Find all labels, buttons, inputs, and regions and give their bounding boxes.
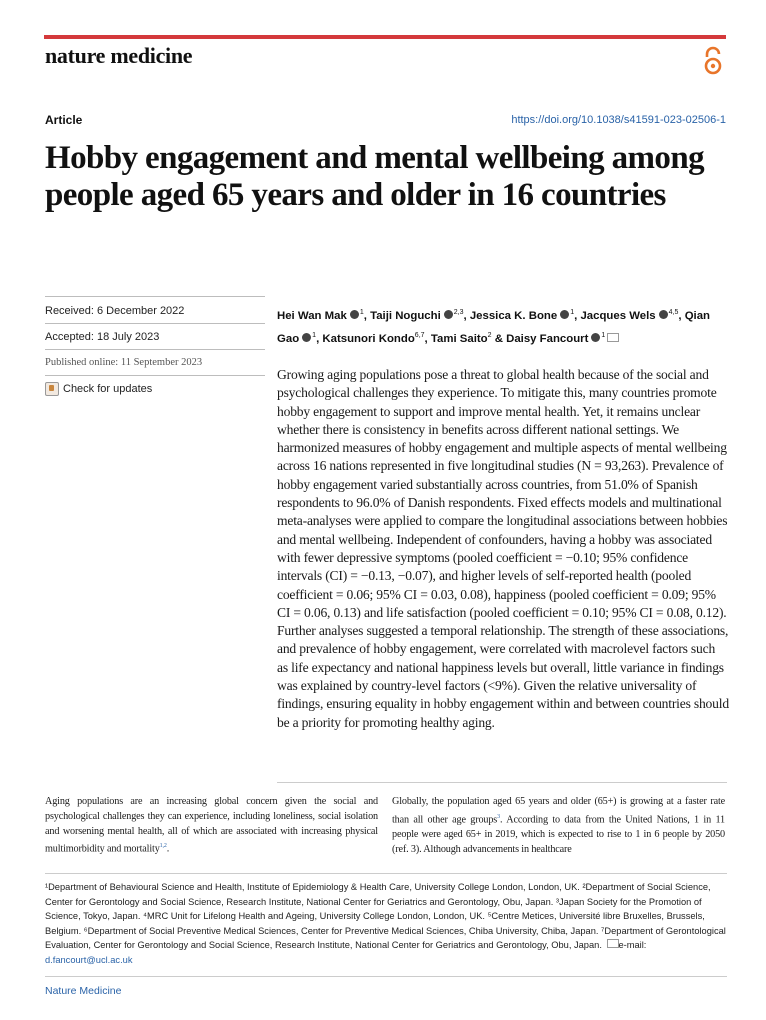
abstract: Growing aging populations pose a threat to global health because of the social and psychological challenges they experience. To mitigate this, many countries promote hobby engagement to support and improve mental health. Yet, it remains unclear whether there is consistency in benefits across different national settings. We harmonized measures of hobby engagement and multiple aspects of mental wellbeing across 16 nations represented in five longitudinal studies (N = 93,263). Prevalence of hobby engagement varied substantially across countries, from 51.0% of Spanish respondents to 96.0% of Danish respondents. Fixed effects models and multinational meta-analyses were applied to compare the longitudinal associations between hobbies and mental wellbeing. Independent of confounders, having a hobby was associated with fewer depressive symptoms (pooled coefficient = −0.10; 95% confidence intervals (CI) = −0.13, −0.07), and higher levels of self-reported health (pooled coefficient = 0.06; 95% CI = 0.03, 0.08), happiness (pooled coefficient = 0.09; 95% CI = 0.06, 0.13) and life satisfaction (pooled coefficient = 0.10; 95% CI = 0.08, 0.12). Further analyses suggested a temporal relationship. The strength of these associations, and prevalence of hobby engagement, were correlated with macrolevel factors such as life expectancy and national happiness levels but overall, little variance in findings was explained by country-level factors (<9%). Given the relative universality of findings, ensuring equality in hobby engagement within and between countries should be a priority for promoting healthy aging. (277, 367, 729, 730)
affiliation-ref: 2 (487, 331, 492, 339)
doi-link[interactable]: https://doi.org/10.1038/s41591-023-02506-1 (511, 114, 726, 126)
mail-icon[interactable] (607, 333, 619, 342)
affiliation-text: ¹Department of Behavioural Science and Health, Institute of Epidemiology & Health Care, University College London, London, UK. ²Department of Social Science, Center for Gerontology and Social Science, Research Institute, National Center for Geriatrics and Gerontology, Obu, Japan. ³Japan Society for the Promotion of Science, Tokyo, Japan. ⁴MRC Unit for Lifelong Health and Ageing, University College London, London, UK. ⁵Centre Metices, Université libre Bruxelles, Brussels, Belgium. ⁶Department of Social Preventive Medical Sciences, Center for Preventive Medical Sciences, Chiba University, Chiba, Japan. ⁷Department of Gerontological Evaluation, Center for Gerontology and Social Science, Research Institute, National Center for Geriatrics and Gerontology, Obu, Japan. (45, 882, 726, 950)
orcid-icon[interactable] (302, 333, 311, 342)
footnote-divider (45, 873, 727, 874)
body-column-right (392, 795, 725, 858)
body-text: Globally, the population aged 65 years and older (65+) is growing at a faster rate than all other age groups (392, 796, 725, 826)
affiliation-ref: 1 (359, 309, 364, 316)
meta-divider (45, 296, 265, 297)
orcid-icon[interactable] (560, 310, 569, 319)
orcid-icon[interactable] (659, 310, 668, 319)
open-access-icon (700, 46, 726, 76)
check-updates-icon (45, 382, 59, 396)
orcid-icon[interactable] (444, 310, 453, 319)
body-text: . According to data from the United Nations, 1 in 11 people were aged 65+ in 2019, which is expected to rise to 1 in 6 people by 2050 (ref. 3). Although advancements in healthcare (392, 814, 725, 855)
check-updates-button[interactable] (45, 382, 152, 396)
orcid-icon[interactable] (350, 310, 359, 319)
meta-divider (45, 375, 265, 376)
body-column-left: Aging populations are an increasing global concern given the social and psychological challenges they can experience, including loneliness, social isolation and worsening mental health, all of which are associated with increasing physical multimorbidity and mortality$^{1,2}$. (45, 796, 378, 855)
affiliations (45, 880, 727, 967)
footer-divider (45, 976, 727, 977)
meta-divider (45, 349, 265, 350)
orcid-icon[interactable] (591, 333, 600, 342)
author-name[interactable]: Qian Gao (277, 309, 711, 345)
body-text: Aging populations are an increasing global concern given the social and psychological challenges they can experience, including loneliness, social isolation and worsening mental health, all of which are associated with increasing physical multimorbidity and mortality (45, 796, 378, 855)
author-name[interactable]: Jacques Wels (580, 309, 656, 322)
affiliation-ref: 6,7 (414, 331, 425, 339)
reference-link[interactable]: 1,2 (159, 843, 167, 850)
check-updates-label: Check for updates (63, 383, 153, 395)
journal-name[interactable]: nature medicine (45, 43, 193, 68)
author-name[interactable]: Katsunori Kondo (322, 332, 415, 345)
footer-journal[interactable]: Nature Medicine (45, 985, 122, 997)
author-name[interactable]: Jessica K. Bone (469, 309, 558, 322)
author-name[interactable]: Taiji Noguchi (370, 309, 441, 322)
article-title: Hobby engagement and mental wellbeing among people aged 65 years and older in 16 countries (45, 140, 704, 213)
affiliation-ref: 2,3 (453, 309, 464, 316)
published-date: Published online: 11 September 2023 (45, 357, 203, 368)
author-name[interactable]: Hei Wan Mak (277, 309, 347, 322)
email-link[interactable]: d.fancourt@ucl.ac.uk (45, 954, 133, 965)
accepted-date: Accepted: 18 July 2023 (45, 331, 160, 343)
article-type: Article (45, 113, 83, 127)
affiliation-ref: 4,5 (668, 309, 679, 316)
received-date: Received: 6 December 2022 (45, 305, 185, 317)
affiliation-ref: 1 (601, 331, 606, 339)
affiliation-ref: 1 (312, 331, 317, 339)
author-name[interactable]: Daisy Fancourt (506, 332, 589, 345)
reference-link[interactable]: 3 (497, 813, 500, 820)
author-list: Hei Wan Mak $^1$, Taiji Noguchi $^{2,3}$, Jessica K. Bone $^1$, Jacques Wels $^{4,5}$, Qian Gao $^1$, Katsunori Kondo$^{6,7}$, Tami Saito$^2$ & Daisy Fancourt $^1$ (277, 309, 711, 345)
affiliation-ref: 1 (570, 309, 575, 316)
journal-accent-bar (44, 35, 726, 39)
email-label: e-mail: (618, 940, 647, 950)
mail-icon (607, 939, 619, 948)
abstract-divider (277, 782, 727, 783)
author-name[interactable]: Tami Saito (430, 332, 488, 345)
meta-divider (45, 323, 265, 324)
